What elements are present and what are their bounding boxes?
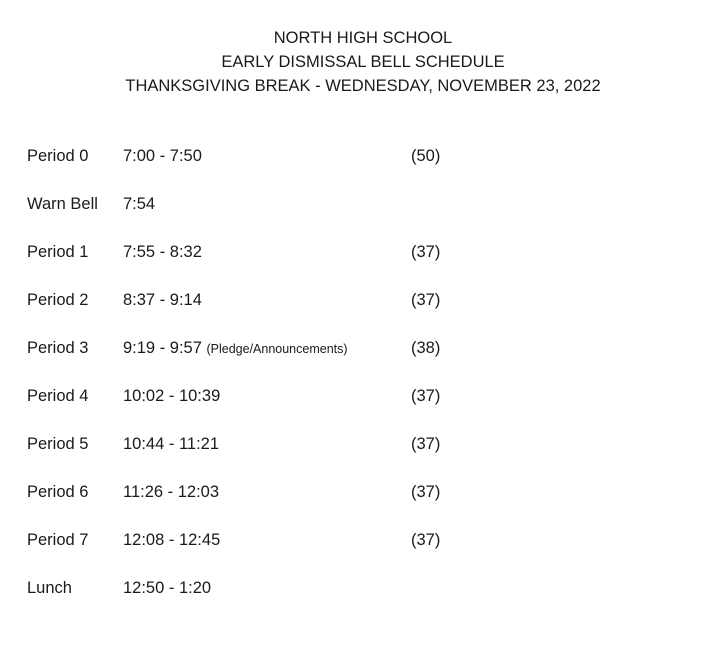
period-time: 7:54 <box>123 195 156 213</box>
period-name: Period 4 <box>27 387 89 405</box>
period-minutes: (37) <box>411 291 441 309</box>
period-name: Period 1 <box>27 243 89 261</box>
period-time: 12:08 - 12:45 <box>123 531 221 549</box>
school-name: NORTH HIGH SCHOOL <box>273 29 453 47</box>
period-time: 12:50 - 1:20 <box>123 579 212 597</box>
period-minutes: (37) <box>411 435 441 453</box>
period-minutes: (37) <box>411 387 441 405</box>
period-minutes: (37) <box>411 243 441 261</box>
period-time: 11:26 - 12:03 <box>123 483 220 501</box>
period-name: Period 6 <box>27 483 89 501</box>
period-name: Period 3 <box>27 339 89 357</box>
period-name: Period 0 <box>27 147 89 165</box>
schedule-subtitle: THANKSGIVING BREAK - WEDNESDAY, NOVEMBER 23, 2022 <box>125 77 601 95</box>
period-minutes: (38) <box>411 339 441 357</box>
period-name: Period 2 <box>27 291 89 309</box>
period-note: (Pledge/Announcements) <box>206 342 348 356</box>
period-time: 9:19 - 9:57 (Pledge/Announcements) <box>123 339 348 357</box>
document-header <box>0 26 712 98</box>
period-name: Period 7 <box>27 531 89 549</box>
period-time: 10:02 - 10:39 <box>123 387 221 405</box>
period-time: 10:44 - 11:21 <box>123 435 220 453</box>
period-minutes: (50) <box>411 147 441 165</box>
period-name: Period 5 <box>27 435 89 453</box>
period-time: 7:00 - 7:50 <box>123 147 202 165</box>
period-name: Warn Bell <box>27 195 98 213</box>
period-name: Lunch <box>27 579 72 597</box>
schedule-title: EARLY DISMISSAL BELL SCHEDULE <box>221 53 505 71</box>
period-minutes: (37) <box>411 531 441 549</box>
period-time: 8:37 - 9:14 <box>123 291 202 309</box>
period-minutes: (37) <box>411 483 441 501</box>
period-time: 7:55 - 8:32 <box>123 243 202 261</box>
